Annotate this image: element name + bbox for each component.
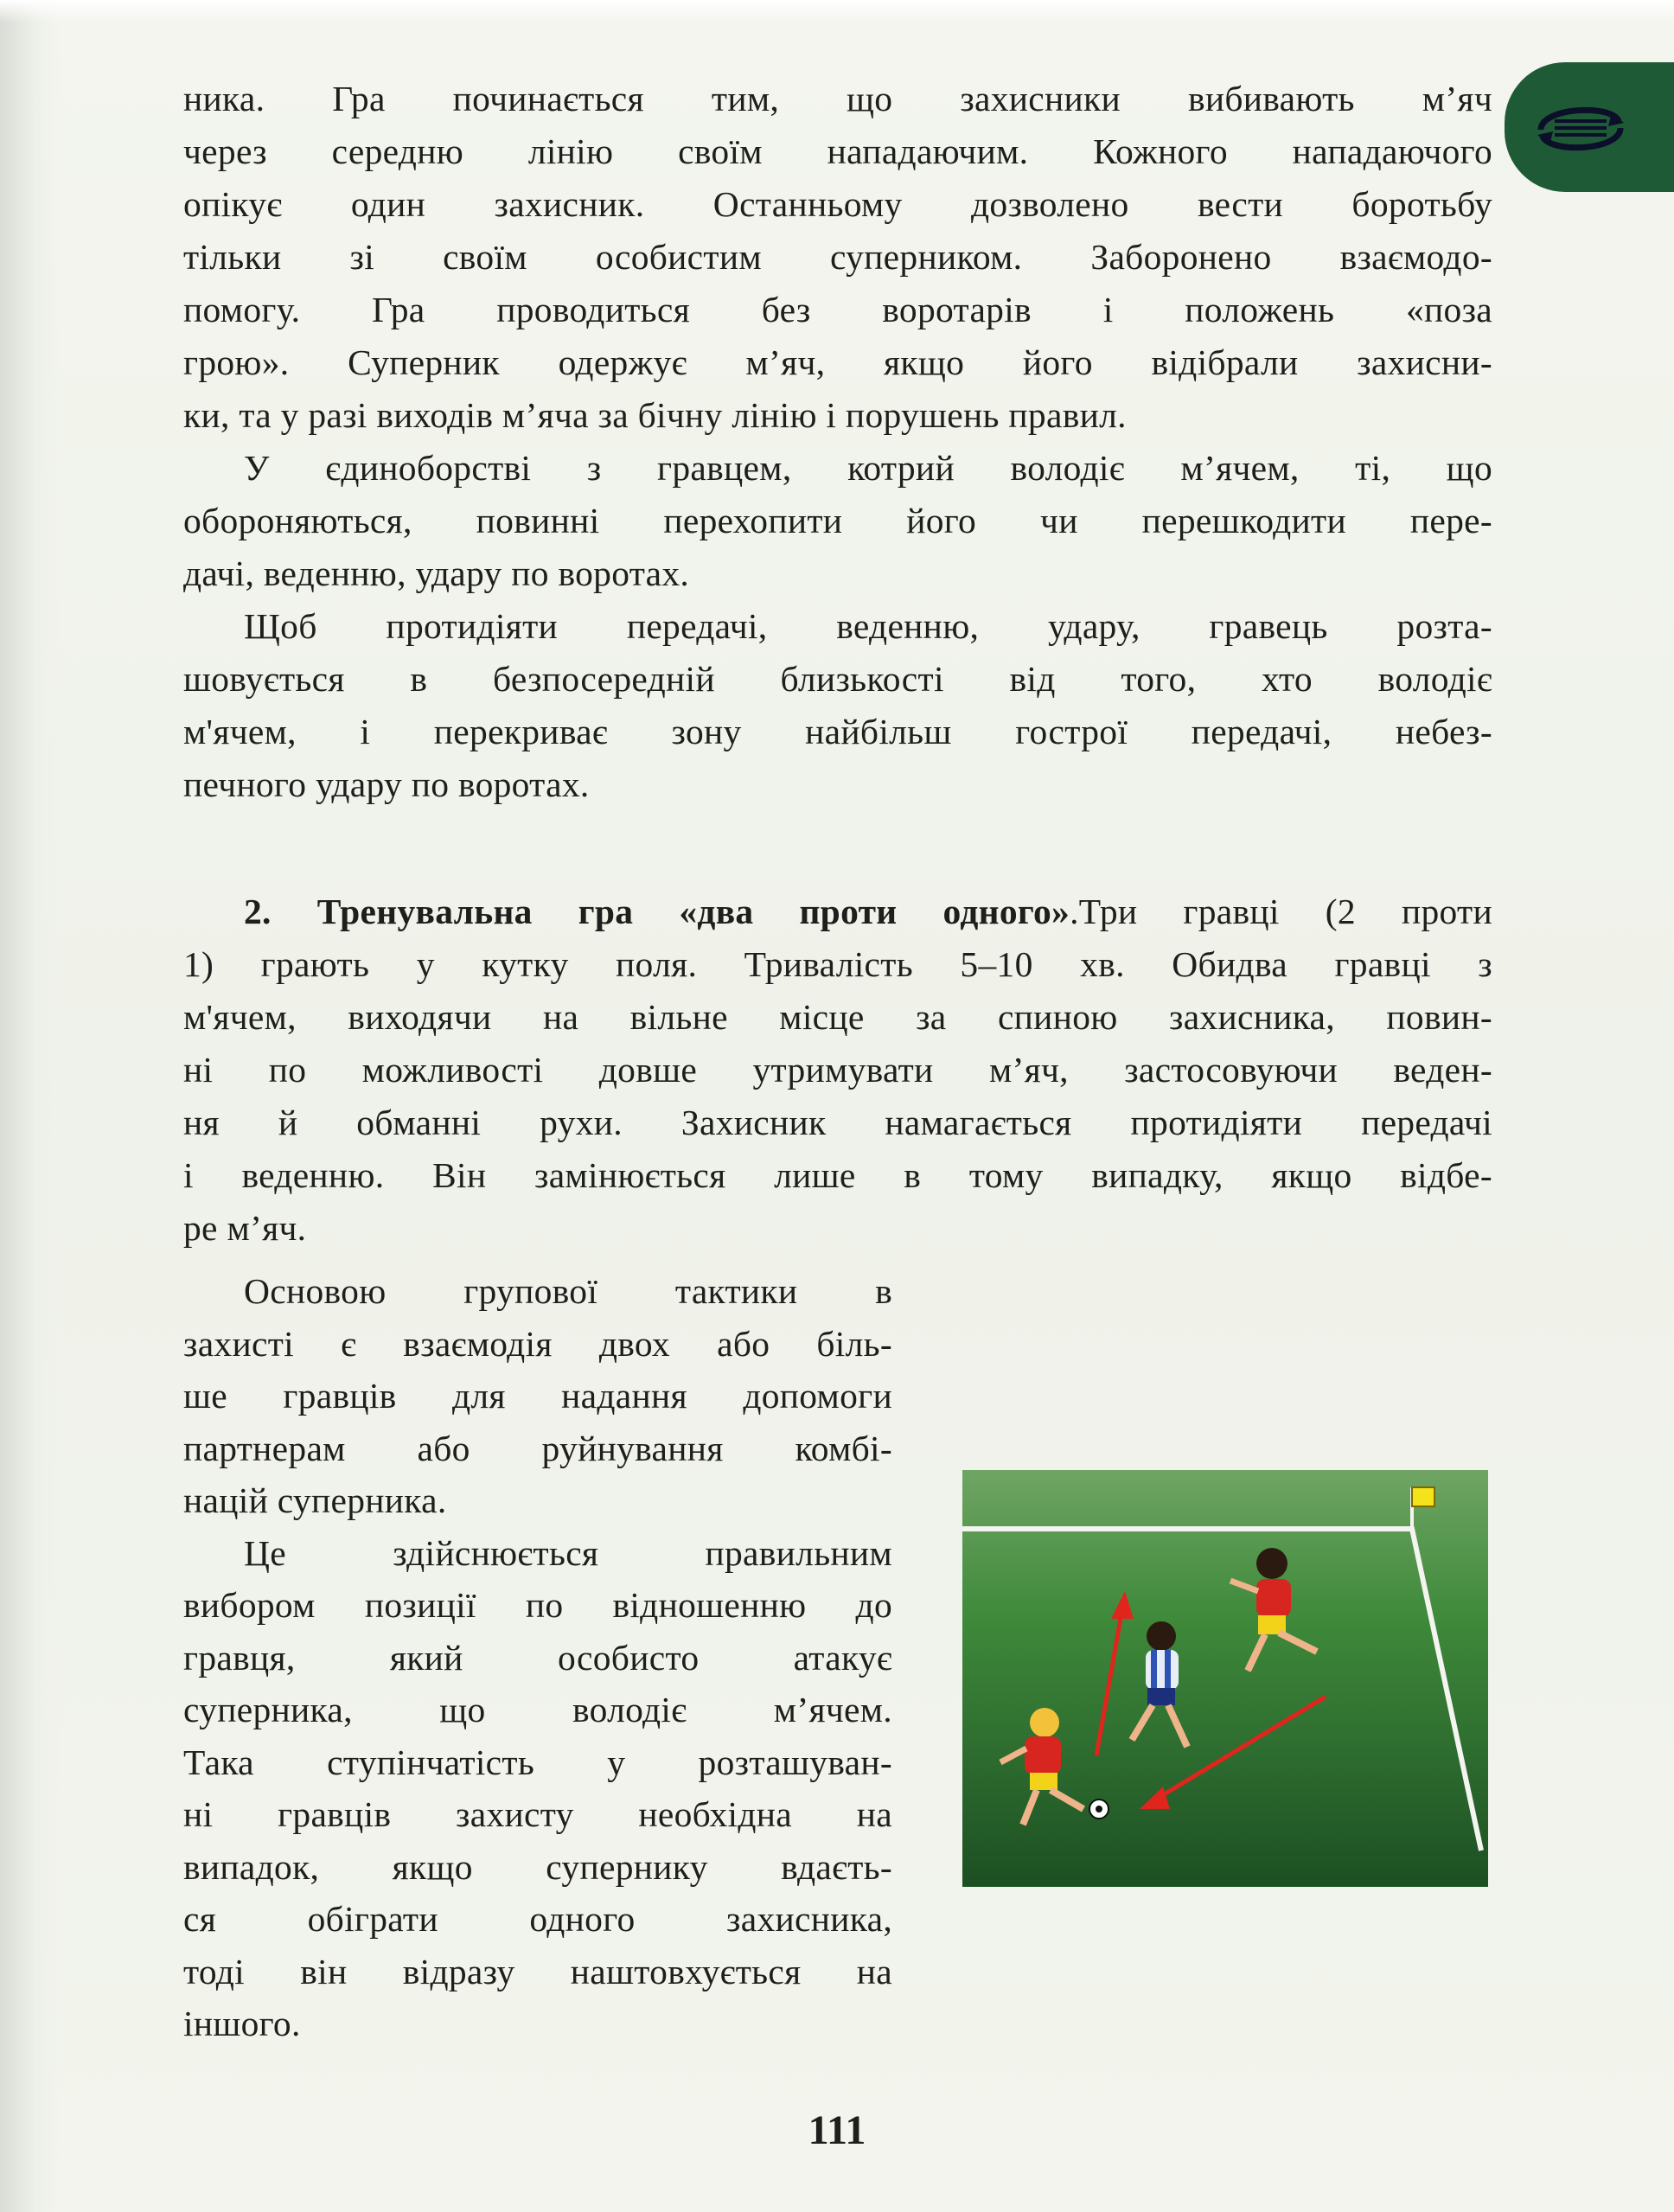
text-line: обороняються, повинні перехопити його чи перешкодити пере-	[183, 501, 1492, 540]
text-line: ки, та у разі виходів м’яча за бічну лінію і порушень правил.	[183, 395, 1127, 435]
text-line: м'ячем, виходячи на вільне місце за спиною захисника, повин-	[183, 997, 1492, 1037]
text-line: іншого.	[183, 2004, 301, 2043]
text-line: грою». Суперник одержує м’яч, якщо його відібрали захисни-	[183, 342, 1492, 382]
text-line: Така ступінчатість у розташуван-	[183, 1742, 892, 1782]
exercise-heading-continuation: .Три гравці (2 проти	[1070, 892, 1492, 931]
text-line: Це здійснюється правильним	[244, 1532, 892, 1573]
text-line: ні по можливості довше утримувати м’яч, застосовуючи веден-	[183, 1050, 1492, 1090]
football-drill-illustration	[962, 1470, 1488, 1887]
paragraph-2	[183, 442, 1492, 600]
pitch-corner-drawing	[962, 1470, 1488, 1887]
paragraph-4	[183, 885, 1492, 1255]
text-line: націй суперника.	[183, 1480, 447, 1520]
text-line: ника. Гра починається тим, що захисники вибивають м’яч	[183, 79, 1492, 118]
text-line: дачі, веденню, удару по воротах.	[183, 553, 690, 593]
page-top-edge	[0, 0, 1674, 22]
page-gutter-shadow	[0, 0, 61, 2212]
text-line: випадок, якщо супернику вдаєть-	[183, 1846, 892, 1887]
football-patch	[1096, 1806, 1102, 1812]
circular-arrows-icon	[1529, 95, 1632, 161]
text-line: У єдиноборстві з гравцем, котрий володіє м’ячем, ті, що	[244, 448, 1492, 488]
corner-flag-icon	[1412, 1487, 1434, 1506]
text-line: і веденню. Він замінюється лише в тому випадку, якщо відбе-	[183, 1155, 1492, 1195]
text-line: ня й обманні рухи. Захисник намагається протидіяти передачі	[183, 1103, 1492, 1142]
paragraph-3	[183, 600, 1492, 811]
text-line: Щоб протидіяти передачі, веденню, удару, гравець розта-	[244, 606, 1492, 646]
text-line: 1) грають у кутку поля. Тривалість 5–10 хв. Обидва гравці з	[183, 944, 1492, 984]
text-line: Основою групової тактики в	[244, 1271, 892, 1311]
text-line: ше гравців для надання допомоги	[183, 1376, 892, 1416]
text-line: печного удару по воротах.	[183, 764, 590, 804]
text-line: ся обіграти одного захисника,	[183, 1899, 892, 1939]
text-line: вибором позиції по відношенню до	[183, 1585, 892, 1625]
paragraph-1	[183, 73, 1492, 442]
exercise-heading: 2. Тренувальна гра «два проти одного»	[244, 892, 1070, 931]
section-tab	[1505, 62, 1674, 192]
text-line: опікує один захисник. Останньому дозволено вести боротьбу	[183, 184, 1492, 224]
pitch-grass	[962, 1470, 1488, 1887]
narrow-column	[183, 1265, 892, 2050]
text-line: через середню лінію своїм нападаючим. Кожного нападаючого	[183, 131, 1492, 171]
text-line	[183, 885, 1492, 938]
text-line: м'ячем, і перекриває зону найбільш гострої передачі, небез-	[183, 712, 1492, 751]
text-line: шовується в безпосередній близькості від того, хто володіє	[183, 659, 1492, 699]
text-line: гравця, який особисто атакує	[183, 1637, 892, 1678]
text-line: помогу. Гра проводиться без воротарів і положень «поза	[183, 290, 1492, 329]
text-line: партнерам або руйнування комбі-	[183, 1428, 892, 1468]
page-number: 111	[808, 2107, 866, 2153]
text-line: тоді він відразу наштовхується на	[183, 1951, 892, 1991]
text-line: тільки зі своїм особистим суперником. Заборонено взаємодо-	[183, 237, 1492, 277]
text-line: ре м’яч.	[183, 1208, 307, 1248]
text-line: захисті є взаємодія двох або біль-	[183, 1323, 892, 1364]
text-line: суперника, що володіє м’ячем.	[183, 1690, 892, 1729]
text-line: ні гравців захисту необхідна на	[183, 1794, 892, 1834]
